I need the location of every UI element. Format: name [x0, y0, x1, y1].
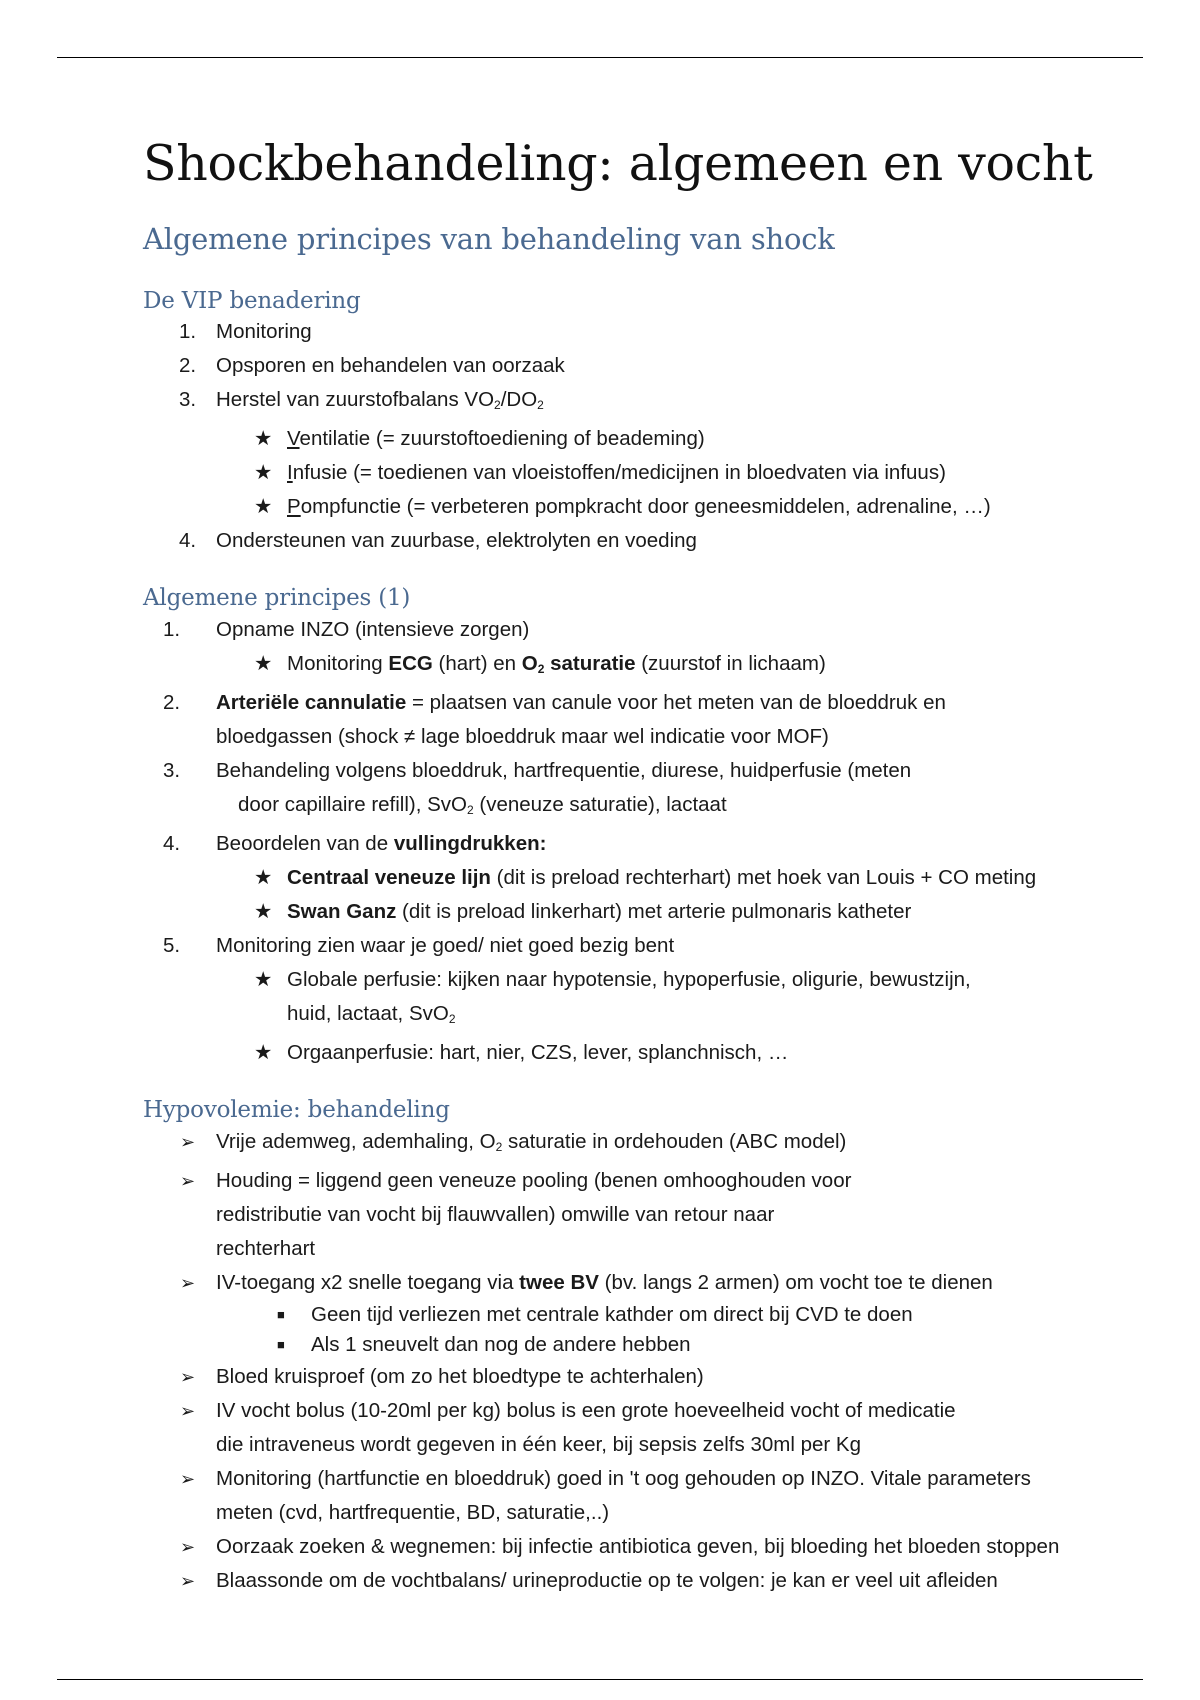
list-item: 2. Opsporen en behandelen van oorzaak [179, 354, 565, 378]
list-item: ★ Centraal veneuze lijn (dit is preload rechterhart) met hoek van Louis + CO meting [143, 861, 1143, 895]
principes-list [143, 613, 1143, 1070]
top-rule [57, 57, 1143, 58]
vip-heading: De VIP benadering [143, 287, 361, 314]
list-item: 3. Herstel van zuurstofbalans $VO_2/DO_2$ [179, 388, 544, 413]
arrow-bullet-icon: ➢ [180, 1272, 196, 1293]
bottom-rule [57, 1679, 1143, 1680]
list-item: ★ Pompfunctie (= verbeteren pompkracht door geneesmiddelen, adrenaline, …) [143, 490, 1143, 524]
list-item: 2. Arteriële cannulatie = plaatsen van canule voor het meten van de bloeddruk en bloedgassen (shock ≠ lage bloeddruk maar wel indicatie voor MOF) [163, 691, 946, 749]
list-item: ★ Infusie (= toedienen van vloeistoffen/medicijnen in bloedvaten via infuus) [143, 456, 1143, 490]
document-page [143, 135, 1143, 1598]
arrow-bullet-icon: ➢ [180, 1468, 196, 1489]
list-item: ➢ IV vocht bolus (10-20ml per kg) bolus is een grote hoeveelheid vocht of medicatie die intraveneus wordt gegeven in één keer, bij sepsis zelfs 30ml per Kg [143, 1394, 1143, 1462]
list-item: ■ Als 1 sneuvelt dan nog de andere hebben [143, 1330, 1143, 1360]
list-item: ➢ Vrije ademweg, ademhaling, $O_2$ saturatie in ordehouden (ABC model) [143, 1125, 1143, 1164]
list-item: ➢ Monitoring (hartfunctie en bloeddruk) goed in 't oog gehouden op INZO. Vitale parameters meten (cvd, hartfrequentie, BD, saturatie,..) [143, 1462, 1143, 1530]
square-bullet-icon: ■ [277, 1306, 285, 1322]
arrow-bullet-icon: ➢ [180, 1170, 196, 1191]
star-bullet-icon: ★ [254, 495, 273, 519]
list-item: 5. Monitoring zien waar je goed/ niet goed bezig bent [163, 934, 675, 958]
list-item: ➢ Oorzaak zoeken & wegnemen: bij infectie antibiotica geven, bij bloeding het bloeden stoppen [143, 1530, 1143, 1564]
star-bullet-icon: ★ [254, 461, 273, 485]
arrow-bullet-icon: ➢ [180, 1131, 196, 1152]
star-bullet-icon: ★ [254, 968, 273, 992]
list-item: ★ Globale perfusie: kijken naar hypotensie, hypoperfusie, oligurie, bewustzijn, huid, lactaat, SvO$_2$ [143, 963, 1143, 1036]
star-bullet-icon: ★ [254, 900, 273, 924]
hypovolemie-list [143, 1125, 1143, 1598]
star-bullet-icon: ★ [254, 427, 273, 451]
list-item: 1. Monitoring [179, 320, 312, 344]
arrow-bullet-icon: ➢ [180, 1536, 196, 1557]
list-item: ★ Monitoring ECG (hart) en $O_2$ saturatie (zuurstof in lichaam) [143, 647, 1143, 686]
arrow-bullet-icon: ➢ [180, 1570, 196, 1591]
list-item: ➢ Blaassonde om de vochtbalans/ urineproductie op te volgen: je kan er veel uit afleiden [143, 1564, 1143, 1598]
list-item: ➢ Houding = liggend geen veneuze pooling (benen omhooghouden voor redistributie van vocht bij flauwvallen) omwille van retour naar rechterhart [143, 1164, 1143, 1266]
star-bullet-icon: ★ [254, 1041, 273, 1065]
star-bullet-icon: ★ [254, 652, 273, 676]
page-title: Shockbehandeling: algemeen en vocht [143, 135, 1093, 192]
arrow-bullet-icon: ➢ [180, 1400, 196, 1421]
list-item: 4. Beoordelen van de vullingdrukken: [163, 832, 547, 856]
square-bullet-icon: ■ [277, 1336, 285, 1352]
star-bullet-icon: ★ [254, 866, 273, 890]
list-item: 4. Ondersteunen van zuurbase, elektrolyten en voeding [179, 529, 697, 553]
list-item: 3. Behandeling volgens bloeddruk, hartfrequentie, diurese, huidperfusie (meten door capillaire refill), SvO$_2$ (veneuze saturatie), lactaat [163, 759, 912, 818]
list-item: ➢ IV-toegang x2 snelle toegang via twee BV (bv. langs 2 armen) om vocht toe te dienen [143, 1266, 1143, 1300]
principes-heading: Algemene principes (1) [143, 585, 411, 612]
list-item: 1. Opname INZO (intensieve zorgen) [163, 618, 530, 642]
hypovolemie-heading: Hypovolemie: behandeling [143, 1097, 450, 1124]
list-item: ★ Ventilatie (= zuurstoftoediening of beademing) [143, 422, 1143, 456]
arrow-bullet-icon: ➢ [180, 1366, 196, 1387]
list-item: ★ Swan Ganz (dit is preload linkerhart) met arterie pulmonaris katheter [143, 895, 1143, 929]
vip-list [143, 315, 1143, 558]
list-item: ➢ Bloed kruisproef (om zo het bloedtype te achterhalen) [143, 1360, 1143, 1394]
list-item: ★ Orgaanperfusie: hart, nier, CZS, lever, splanchnisch, … [143, 1036, 1143, 1070]
list-item: ■ Geen tijd verliezen met centrale kathder om direct bij CVD te doen [143, 1300, 1143, 1330]
section-heading: Algemene principes van behandeling van shock [143, 221, 835, 256]
